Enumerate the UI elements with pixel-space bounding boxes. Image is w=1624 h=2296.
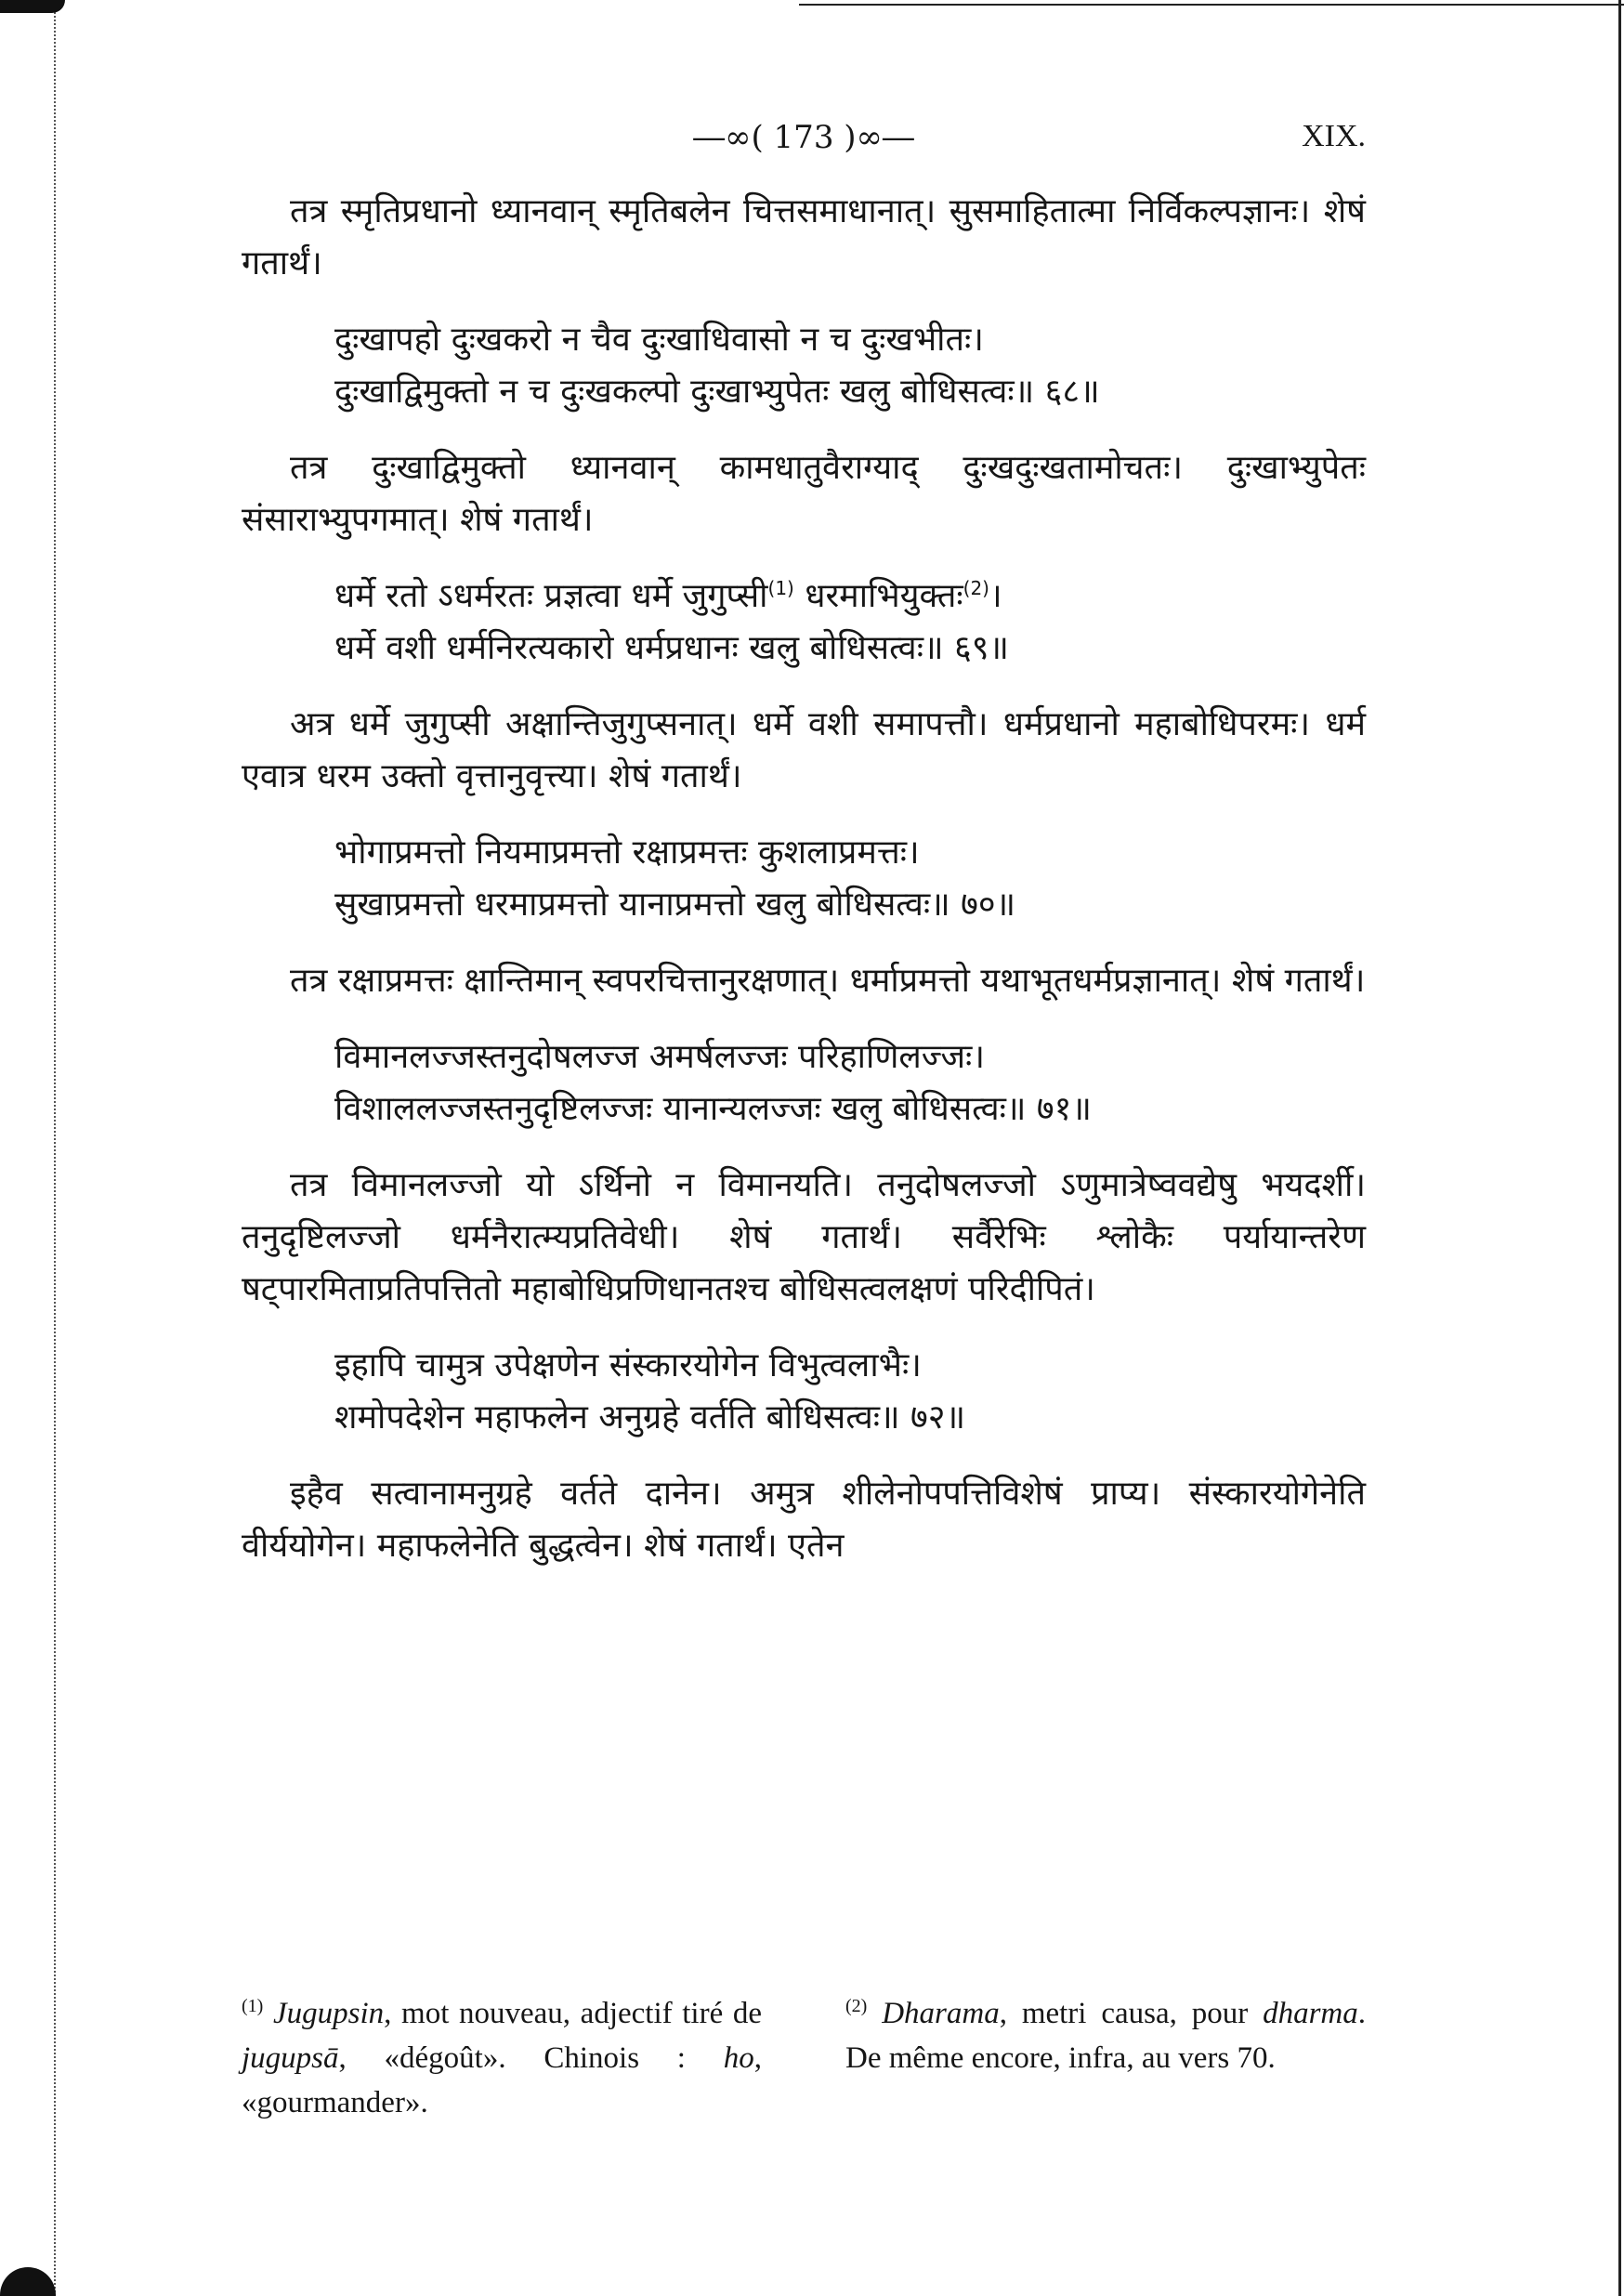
- footnote-text: , mot nouveau, adjectif tiré de: [384, 1997, 763, 2030]
- footnote-ref-2: (2): [963, 577, 989, 599]
- verse-line: दुःखाद्विमुक्तो न च दुःखकल्पो दुःखाभ्युपेतः खलु बोधिसत्वः॥ ६८॥: [334, 373, 1100, 411]
- verse-line: इहापि चामुत्र उपेक्षणेन संस्कारयोगेन विभुत्वलाभैः।: [334, 1346, 922, 1384]
- section-number: XIX.: [1302, 119, 1366, 153]
- commentary-paragraph: अत्र धर्मे जुगुप्सी अक्षान्तिजुगुप्सनात्। धर्मे वशी समापत्तौ। धर्मप्रधानो महाबोधिपरमः। धर्म एवात्र धरम उक्तो वृत्तानुवृत्त्या। शेषं गतार्थं।: [242, 705, 1366, 795]
- commentary-paragraph: इहैव सत्वानामनुग्रहे वर्तते दानेन। अमुत्र शीलेनोपपत्तिविशेषं प्राप्य। संस्कारयोगेनेति वीर्ययोगेन। महाफलेनेति बुद्धत्वेन। शेषं गतार्थं। एतेन: [242, 1475, 1366, 1565]
- footnote-ref-1: (1): [767, 577, 794, 599]
- scan-corner-mark-top: [0, 0, 65, 13]
- page-number: ―∞( 173 )∞―: [693, 119, 914, 156]
- verse-71: [334, 1031, 1366, 1135]
- verse-line: विमानलज्जस्तनुदोषलज्ज अमर्षलज्जः परिहाणिलज्जः।: [334, 1038, 985, 1076]
- footnote-text: , «dégoût». Chinois :: [338, 2041, 724, 2075]
- verse-69: [334, 571, 1366, 675]
- footnote-text: , «gourmander».: [242, 2041, 762, 2119]
- page-header: [242, 119, 1366, 165]
- scan-corner-mark-bottom: [0, 2267, 56, 2296]
- verse-line: सुखाप्रमत्तो धरमाप्रमत्तो यानाप्रमत्तो खलु बोधिसत्वः॥ ७०॥: [334, 886, 1016, 924]
- verse-70: [334, 827, 1366, 931]
- verse-line-part: धर्मे रतो ऽधर्मरतः प्रज्ञत्वा धर्मे जुगुप्सी: [334, 577, 768, 615]
- commentary-paragraph: तत्र दुःखाद्विमुक्तो ध्यानवान् कामधातुवैराग्याद् दुःखदुःखतामोचतः। दुःखाभ्युपेतः संसाराभ्युपगमात्। शेषं गतार्थं।: [242, 449, 1366, 539]
- footnote-term: ho: [723, 2041, 754, 2075]
- footnote-term: jugupsā: [242, 2041, 339, 2075]
- footnote-term: dharma: [1263, 1997, 1358, 2030]
- verse-line: धर्मे वशी धर्मनिरत्यकारो धर्मप्रधानः खलु बोधिसत्वः॥ ६९॥: [334, 629, 1009, 667]
- scan-left-edge: [54, 0, 56, 2296]
- verse-72: [334, 1340, 1366, 1444]
- footnote-text: . De même encore, infra, au vers 70.: [845, 1997, 1366, 2075]
- commentary-paragraph: तत्र रक्षाप्रमत्तः क्षान्तिमान् स्वपरचित्तानुरक्षणात्। धर्माप्रमत्तो यथाभूतधर्मप्रज्ञानात्। शेषं गतार्थं।: [290, 962, 1366, 1000]
- footnote-2: [845, 1991, 1366, 2125]
- footnote-term: Dharama: [882, 1997, 1000, 2030]
- main-text: [242, 186, 1366, 1596]
- footnote-term: Jugupsin: [272, 1997, 385, 2030]
- verse-line: [334, 571, 1366, 623]
- footnotes: [242, 1961, 1366, 2156]
- verse-68: [334, 314, 1366, 418]
- scan-right-edge: [1618, 0, 1621, 2296]
- scan-top-edge: [799, 4, 1624, 6]
- verse-line: विशाललज्जस्तनुदृष्टिलज्जः यानान्यलज्जः खलु बोधिसत्वः॥ ७१॥: [334, 1090, 1092, 1128]
- footnote-1: [242, 1991, 762, 2125]
- verse-line-part: धरमाभियुक्तः: [805, 577, 963, 615]
- footnote-text: , metri causa, pour: [999, 1997, 1264, 2030]
- footnote-number: (1): [242, 1996, 264, 2016]
- footnote-number: (2): [845, 1996, 868, 2016]
- verse-line: दुःखापहो दुःखकरो न चैव दुःखाधिवासो न च दुःखभीतः।: [334, 321, 984, 359]
- verse-line: शमोपदेशेन महाफलेन अनुग्रहे वर्तति बोधिसत्वः॥ ७२॥: [334, 1398, 966, 1437]
- commentary-paragraph: तत्र विमानलज्जो यो ऽर्थिनो न विमानयति। तनुदोषलज्जो ऽणुमात्रेष्ववद्येषु भयदर्शी। तनुदृष्टिलज्जो धर्मनैरात्म्यप्रतिवेधी। शेषं गतार्थं। सर्वैरेभिः श्लोकैः पर्यायान्तरेण षट्पारमिताप्रतिपत्तितो महाबोधिप्रणिधानतश्च बोधिसत्वलक्षणं परिदीपितं।: [242, 1166, 1366, 1308]
- verse-line: भोगाप्रमत्तो नियमाप्रमत्तो रक्षाप्रमत्तः कुशलाप्रमत्तः।: [334, 833, 920, 872]
- verse-line-end: ।: [989, 577, 1002, 615]
- commentary-paragraph: तत्र स्मृतिप्रधानो ध्यानवान् स्मृतिबलेन चित्तसमाधानात्। सुसमाहितात्मा निर्विकल्पज्ञानः। शेषं गतार्थं।: [242, 192, 1366, 282]
